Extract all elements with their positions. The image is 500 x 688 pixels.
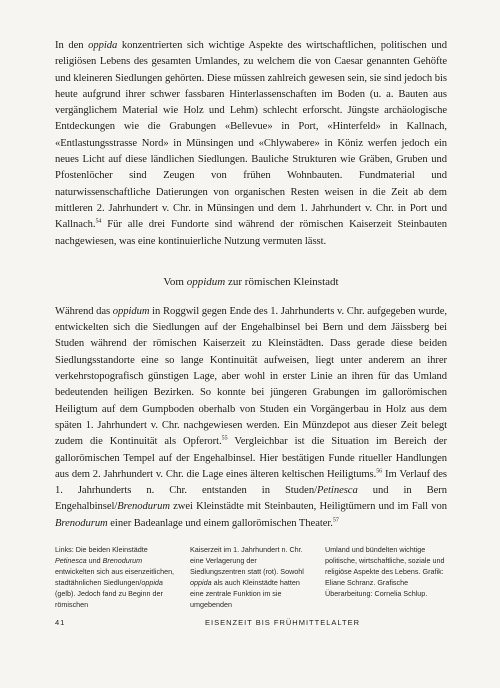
section-heading xyxy=(55,276,447,288)
main-text-column xyxy=(55,38,447,532)
text-run: In den xyxy=(55,40,89,51)
text-run: Während das xyxy=(55,305,113,317)
text-run: und xyxy=(86,556,103,565)
text-run: konzentrierten sich wichtige Aspekte des wirtschaftlichen, politischen und religiösen Lebens des gesamten Umlandes, zu welchem die von Caesar genannten Gehöfte und kleineren Siedlungen gehörten. Diese müssen zahlreich gewesen sein, sie sind jedoch bis heute aufgrund ihrer schwer fassbaren Hinterlassenschaften im Boden (u. a. Bauten aus vergänglichem Material wie Holz und Lehm) schlecht erforscht. Jüngste archäologische Entdeckungen wie die Grabungen «Bellevue» in Port, «Hinterfeld» in Kallnach, «Entlastungsstrasse Nord» in Münsingen und «Chlywabere» in Köniz werfen jedoch ein neues Licht auf diese ländlichen Siedlungen. Bauliche Strukturen wie Gräben, Gruben und Pfostenlöcher sind Zeugen von frühen Wohnbauten. Fundmaterial und naturwissenschaftliche Datierungen von organischen Resten weisen in die Zeit ab dem mittleren 2. Jahrhundert v. Chr. in Münsingen und dem 1. Jahrhundert v. Chr. in Port und Kallnach. xyxy=(55,40,447,231)
text-run: zur römischen Kleinstadt xyxy=(225,275,339,288)
footnote-marker: 56 xyxy=(376,468,383,475)
text-run: in Roggwil gegen Ende des 1. Jahrhunderts v. Chr. aufgegeben wurde, entwickelten sich die Siedlungen auf der Engehalbinsel bei Bern und dem Jäissberg bei Studen während der römischen Kaiserzeit zu Kleinstädten. Dass gerade diese beiden Siedlungsstandorte eine so lange Kontinuität aufweisen, liegt unter anderem an ihrer verkehrstopografisch günstigen Lage, aber wohl in erster Linie an ihren für das Umland bedeutenden heiligen Bezirken. So konnte bei jüngeren Grabungen im gallorömischen Heiligtum auf dem Gumpboden oberhalb von Studen ein Vorgängerbau in Holz aus dem späten 1. Jahrhundert v. Chr. nachgewiesen werden. Ein Münzdepot aus dieser Zeit belegt zudem die Kontinuität als Opferort. xyxy=(55,305,448,448)
text-run: Links: Die beiden Kleinstädte xyxy=(55,545,148,554)
italic-run: Brenodurum xyxy=(117,501,170,513)
text-run: Umland und bündelten wichtige politische, wirtschaftliche, soziale und religiöse Aspekte des Lebens. Grafik: Eliane Schranz. Grafische Überarbeitung: Cornelia Schlup. xyxy=(325,545,445,598)
text-run: entwickelten sich aus eisenzeitlichen, stadtähnlichen Siedlungen/ xyxy=(55,567,175,587)
body-paragraph-1 xyxy=(55,38,447,250)
footnote-marker: 54 xyxy=(95,218,102,225)
text-run: Kaiserzeit im 1. Jahrhundert n. Chr. eine Verlagerung der Siedlungszentren statt (rot). Sowohl xyxy=(190,545,304,576)
text-run: als auch Kleinstädte hatten eine zentrale Funktion im sie umgebenden xyxy=(190,578,300,609)
italic-run: oppida xyxy=(141,578,163,587)
text-run: zwei Kleinstädte mit Steinbauten, Heiligtümern und im Fall von xyxy=(169,501,447,513)
body-paragraph-2 xyxy=(55,304,447,532)
italic-run: oppidum xyxy=(186,275,226,288)
text-run: (gelb). Jedoch fand zu Beginn der römischen xyxy=(55,589,163,609)
italic-run: Brenodurum xyxy=(102,556,143,565)
footnote-marker: 55 xyxy=(221,435,228,442)
page-number: 41 xyxy=(55,618,66,627)
running-title: EISENZEIT BIS FRÜHMITTELALTER xyxy=(205,618,360,627)
italic-run: oppida xyxy=(190,578,212,587)
text-run: Vom xyxy=(163,275,187,288)
italic-run: Petinesca xyxy=(316,485,358,497)
italic-run: Petinesca xyxy=(55,556,87,565)
caption-column-1 xyxy=(55,544,177,610)
caption-column-3 xyxy=(325,544,447,610)
text-run: Im Verlauf des 1. Jahrhunderts n. Chr. entstanden in Studen/ xyxy=(55,468,447,497)
text-run: Vergleichbar ist die Situation im Bereich der gallorömischen Tempel auf der Engehalbinsel. Hier bestätigen Funde ritueller Handlungen aus dem 2. Jahrhundert v. Chr. die Lage eines älteren keltischen Heiligtums. xyxy=(55,436,447,480)
footnote-marker: 57 xyxy=(332,517,339,524)
text-run: Für alle drei Fundorte sind während der römischen Kaiserzeit Steinbauten nachgewiesen, was eine kontinuierliche Nutzung vermuten lässt. xyxy=(55,219,447,247)
figure-caption xyxy=(55,544,447,610)
caption-column-2 xyxy=(190,544,312,610)
italic-run: Brenodurum xyxy=(55,517,108,529)
italic-run: oppida xyxy=(88,40,118,51)
italic-run: oppidum xyxy=(112,305,150,317)
text-run: einer Badeanlage und einem gallorömischen Theater. xyxy=(107,517,333,529)
text-run: und in Bern Engehalbinsel/ xyxy=(55,485,447,513)
